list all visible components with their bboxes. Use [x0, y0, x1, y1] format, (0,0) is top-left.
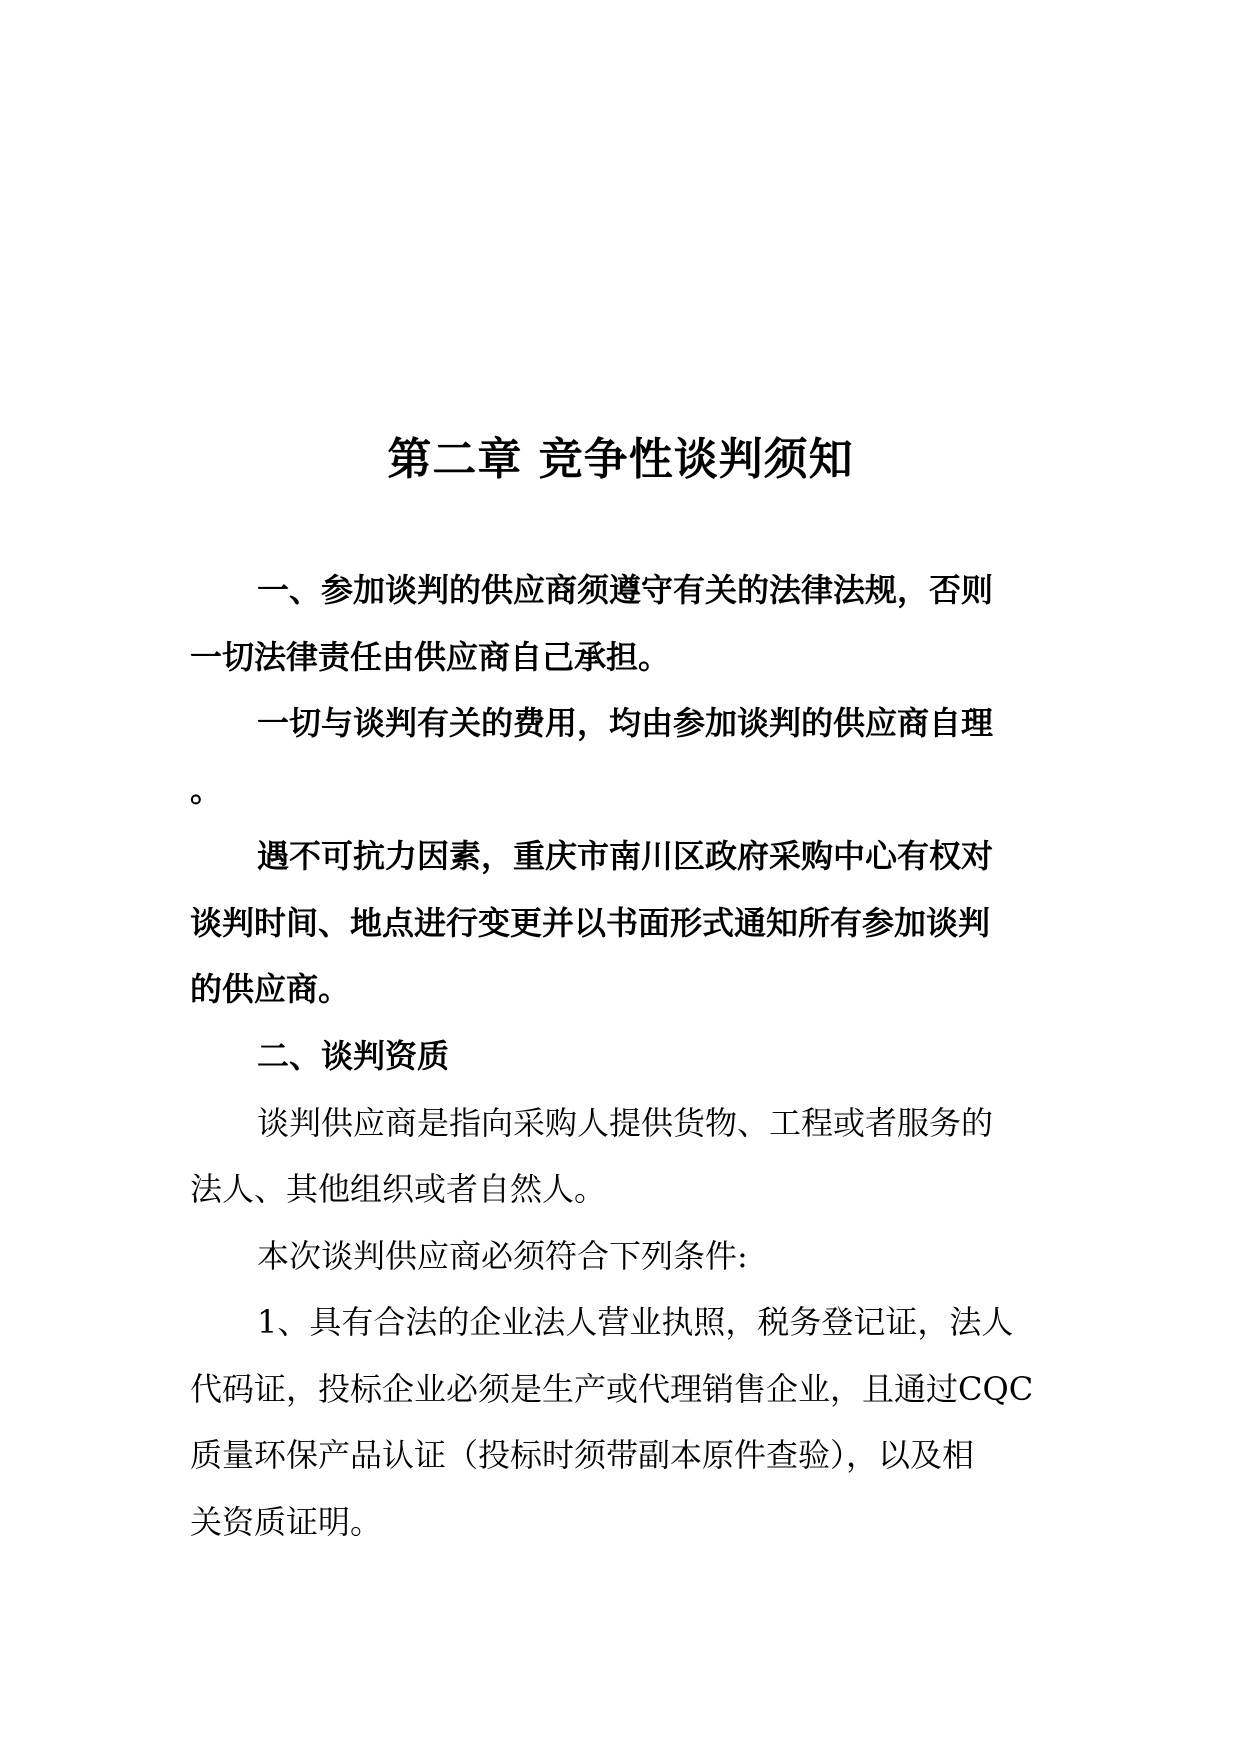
paragraph-5-line-1: 本次谈判供应商必须符合下列条件: [257, 1237, 748, 1275]
paragraph-6-line-3: 质量环保产品认证（投标时须带副本原件查验），以及相 [190, 1436, 975, 1474]
paragraph-4-line-1: 谈判供应商是指向采购人提供货物、工程或者服务的 [257, 1104, 994, 1142]
paragraph-2-line-2: 。 [190, 771, 223, 809]
paragraph-1-line-2: 一切法律责任由供应商自己承担。 [190, 638, 671, 676]
section-heading-qualification: 二、谈判资质 [257, 1037, 450, 1075]
paragraph-6-line-4: 关资质证明。 [190, 1503, 383, 1541]
paragraph-3-line-3: 的供应商。 [190, 970, 351, 1008]
paragraph-1-line-1: 一、参加谈判的供应商须遵守有关的法律法规，否则 [257, 571, 994, 609]
paragraph-6-line-2: 代码证，投标企业必须是生产或代理销售企业，且通过CQC [190, 1370, 1034, 1408]
paragraph-3-line-2: 谈判时间、地点进行变更并以书面形式通知所有参加谈判 [190, 904, 991, 942]
paragraph-4-line-2: 法人、其他组织或者自然人。 [190, 1170, 607, 1208]
chapter-title: 第二章 竞争性谈判须知 [387, 434, 854, 485]
paragraph-2-line-1: 一切与谈判有关的费用，均由参加谈判的供应商自理 [257, 704, 994, 742]
paragraph-3-line-1: 遇不可抗力因素，重庆市南川区政府采购中心有权对 [257, 837, 994, 875]
paragraph-6-line-1: 1、具有合法的企业法人营业执照，税务登记证，法人 [257, 1303, 1014, 1341]
